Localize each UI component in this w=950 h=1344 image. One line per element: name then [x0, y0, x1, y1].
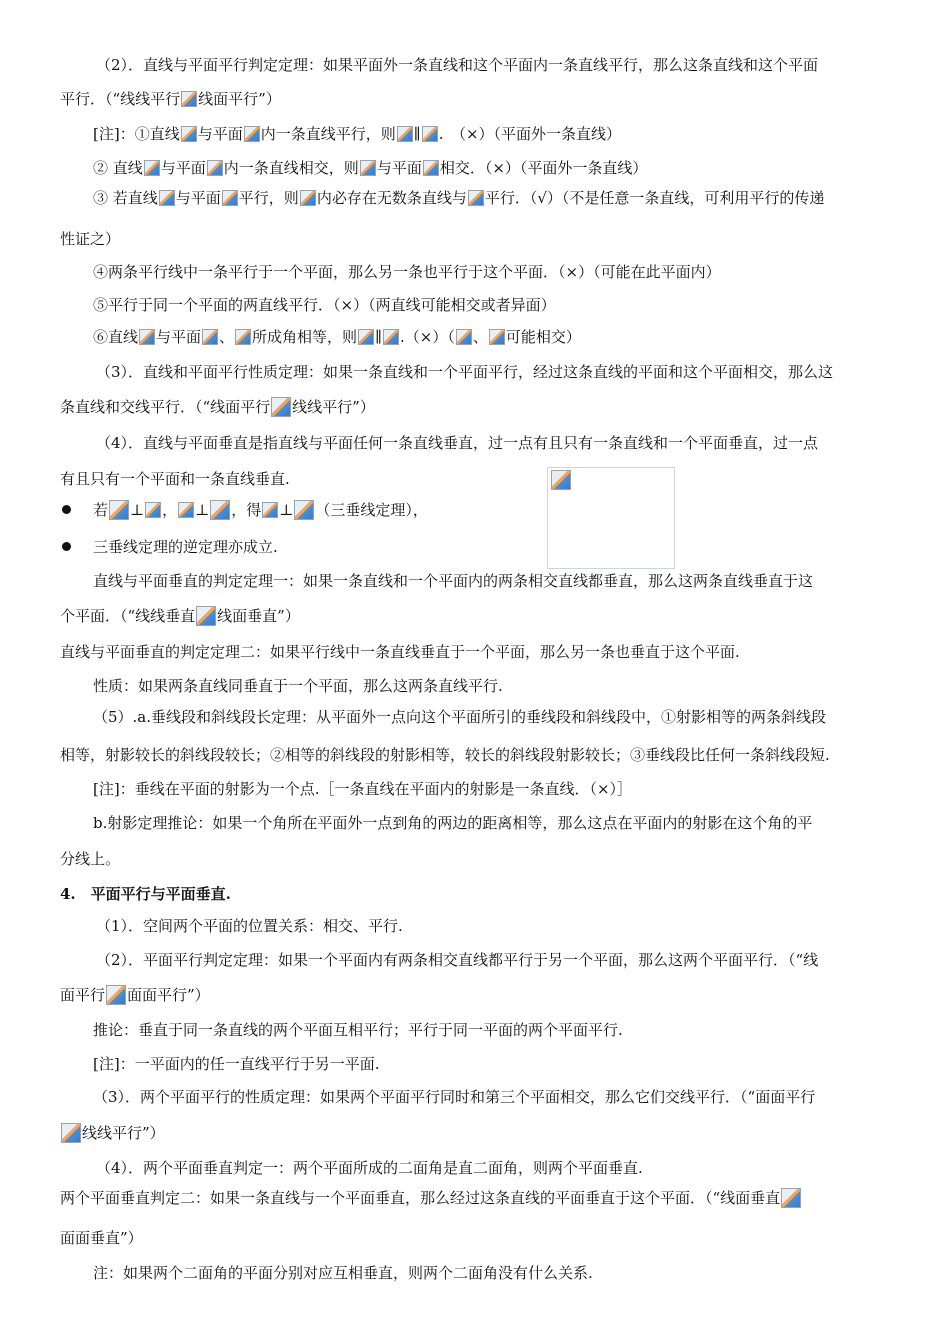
text-line: 两个平面垂直判定二：如果一条直线与一个平面垂直，那么经过这条直线的平面垂直于这个平面．（“线面垂直	[60, 1188, 802, 1208]
text-line: 分线上。	[60, 850, 121, 868]
text-line: 线线平行”）	[60, 1123, 165, 1143]
broken-image-icon	[139, 329, 155, 345]
text-line: 性证之）	[60, 230, 121, 248]
broken-image-icon	[207, 160, 223, 176]
text-line: 平行．（“线线平行 线面平行”）	[60, 90, 281, 108]
text-line: 面平行 面面平行”）	[60, 986, 210, 1004]
broken-image-icon	[222, 190, 238, 206]
text-line: （2）．平面平行判定定理：如果一个平面内有两条相交直线都平行于另一个平面，那么这两个平面平行．（“线	[96, 951, 819, 969]
text-line: （2）．直线与平面平行判定定理：如果平面外一条直线和这个平面内一条直线平行，那么这条直线和这个平面	[96, 56, 819, 74]
text-line: 条直线和交线平行．（“线面平行 线线平行”）	[60, 398, 375, 416]
text-line: [注]：①直线 与平面 内一条直线平行，则 ∥ . （×）（平面外一条直线）	[93, 125, 622, 143]
text-line: （3）．直线和平面平行性质定理：如果一条直线和一个平面平行，经过这条直线的平面和这个平面相交，那么这	[96, 363, 834, 381]
text-line: （5）.a.垂线段和斜线段长定理：从平面外一点向这个平面所引的垂线段和斜线段中，①射影相等的两条斜线段	[93, 708, 827, 726]
text-line: ③ 若直线 与平面 平行，则 内必存在无数条直线与 平行．（√）（不是任意一条直线，可利用平行的传递	[93, 189, 825, 207]
broken-image-icon	[262, 502, 278, 518]
broken-image-icon	[360, 160, 376, 176]
text-line: 若 ⊥ ， ⊥ ，得 ⊥ （三垂线定理），	[93, 501, 428, 519]
section-heading: 4. 平面平行与平面垂直.	[60, 885, 231, 903]
text-line: 个平面．（“线线垂直 线面垂直”）	[60, 607, 300, 625]
broken-image-icon	[210, 500, 230, 520]
text-line: ② 直线 与平面 内一条直线相交，则 与平面 相交．（×）（平面外一条直线）	[93, 159, 648, 177]
broken-image-icon	[423, 160, 439, 176]
broken-image-icon	[468, 190, 484, 206]
broken-image-icon	[781, 1188, 801, 1208]
text-line: （3）．两个平面平行的性质定理：如果两个平面平行同时和第三个平面相交，那么它们交线平行．（“面面平行	[93, 1088, 816, 1106]
text-line: 面面垂直”）	[60, 1229, 143, 1247]
text-line: 三垂线定理的逆定理亦成立.	[93, 538, 278, 556]
text-line: 直线与平面垂直的判定定理一：如果一条直线和一个平面内的两条相交直线都垂直，那么这两条直线垂直于这	[93, 572, 814, 590]
broken-image-icon	[244, 126, 260, 142]
text-line: 相等，射影较长的斜线段较长；②相等的斜线段的射影相等，较长的斜线段射影较长；③垂线段比任何一条斜线段短.	[60, 746, 830, 764]
broken-image-icon	[489, 329, 505, 345]
broken-image-icon	[271, 397, 291, 417]
text-line: ⑥直线 与平面 、 所成角相等，则 ∥ .（×）（ 、 可能相交）	[93, 328, 581, 346]
broken-image-icon	[456, 329, 472, 345]
broken-image-icon	[300, 190, 316, 206]
bullet-dot-icon	[62, 505, 71, 514]
text-line: 有且只有一个平面和一条直线垂直.	[60, 470, 290, 488]
text-line: （1）．空间两个平面的位置关系：相交、平行.	[96, 917, 403, 935]
broken-image-icon	[61, 1123, 81, 1143]
text-line: （4）．两个平面垂直判定一：两个平面所成的二面角是直二面角，则两个平面垂直.	[96, 1159, 643, 1177]
text-line: ⑤平行于同一个平面的两直线平行．（×）（两直线可能相交或者异面）	[93, 296, 556, 314]
broken-image-icon	[202, 329, 218, 345]
broken-image-icon	[181, 126, 197, 142]
broken-image-icon	[181, 91, 197, 107]
broken-image-icon	[159, 190, 175, 206]
broken-image-icon	[235, 329, 251, 345]
broken-image-icon	[106, 985, 126, 1005]
bullet-dot-icon	[62, 542, 71, 551]
broken-image-icon	[178, 502, 194, 518]
broken-image-icon	[294, 500, 314, 520]
text-line: ④两条平行线中一条平行于一个平面，那么另一条也平行于这个平面．（×）（可能在此平面内）	[93, 263, 721, 281]
text-line: （4）．直线与平面垂直是指直线与平面任何一条直线垂直，过一点有且只有一条直线和一个平面垂直，过一点	[96, 434, 819, 452]
text-line: 注：如果两个二面角的平面分别对应互相垂直，则两个二面角没有什么关系.	[93, 1264, 593, 1282]
text-line: 性质：如果两条直线同垂直于一个平面，那么这两条直线平行.	[93, 677, 503, 695]
broken-image-icon	[358, 329, 374, 345]
broken-image-icon	[196, 606, 216, 626]
broken-image-icon	[551, 470, 571, 490]
broken-image-icon	[383, 329, 399, 345]
text-line: [注]：垂线在平面的射影为一个点.［一条直线在平面内的射影是一条直线．（×）］	[93, 780, 633, 798]
broken-image-icon	[422, 126, 438, 142]
text-line: 直线与平面垂直的判定定理二：如果平行线中一条直线垂直于一个平面，那么另一条也垂直于这个平面.	[60, 643, 740, 661]
broken-image-icon	[109, 500, 129, 520]
broken-image-icon	[145, 502, 161, 518]
broken-image-icon	[397, 126, 413, 142]
text-line: b.射影定理推论：如果一个角所在平面外一点到角的两边的距离相等，那么这点在平面内的射影在这个角的平	[93, 814, 813, 832]
figure-frame	[547, 467, 675, 569]
broken-image-icon	[144, 160, 160, 176]
text-line: [注]：一平面内的任一直线平行于另一平面.	[93, 1055, 380, 1073]
text-line: 推论：垂直于同一条直线的两个平面互相平行；平行于同一平面的两个平面平行.	[93, 1021, 623, 1039]
